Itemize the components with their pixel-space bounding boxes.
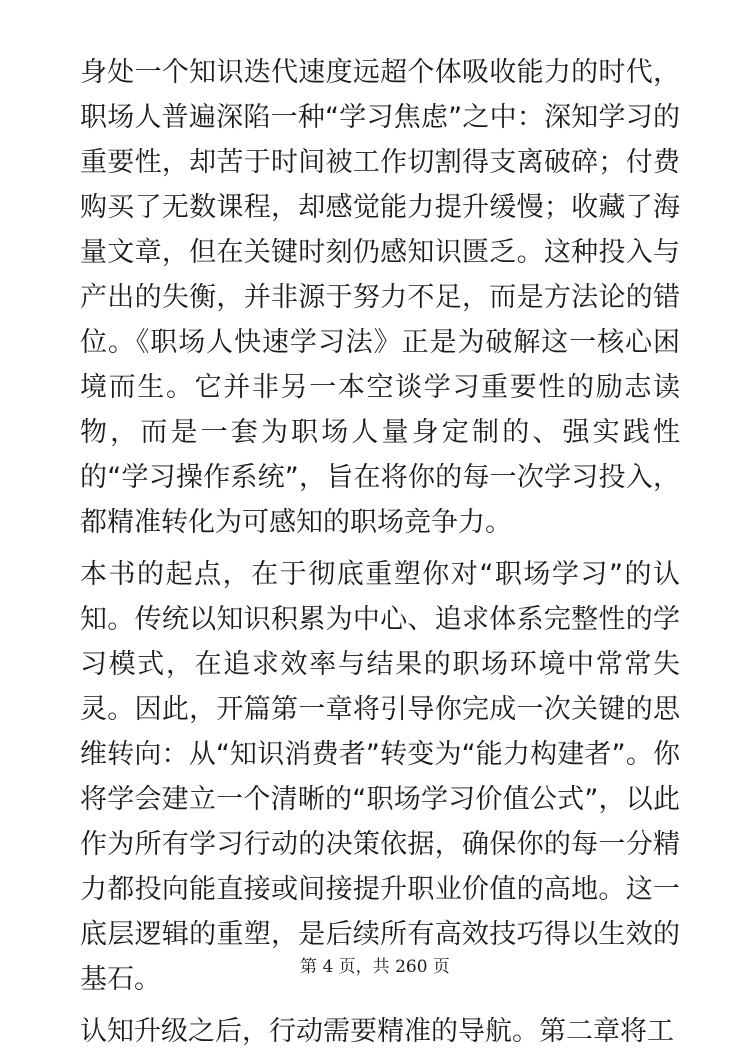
paragraph-intro: 身处一个知识迭代速度远超个体吸收能力的时代，职场人普遍深陷一种“学习焦虑”之中：深知学习的重要性，却苦于时间被工作切割得支离破碎；付费购买了无数课程，却感觉能力提升缓慢；收藏了海量文章，但在关键时刻仍感知识匮乏。这种投入与产出的失衡，并非源于努力不足，而是方法论的错位。《职场人快速学习法》正是为破解这一核心困境而生。它并非另一本空谈学习重要性的励志读物，而是一套为职场人量身定制的、强实践性的“学习操作系统”，旨在将你的每一次学习投入，都精准转化为可感知的职场竞争力。 (80, 57, 680, 538)
page-body (80, 50, 680, 1054)
paragraph-cognition: 本书的起点，在于彻底重塑你对“职场学习”的认知。传统以知识积累为中心、追求体系完整性的学习模式，在追求效率与结果的职场环境中常常失灵。因此，开篇第一章将引导你完成一次关键的思维转向：从“知识消费者”转变为“能力构建者”。你将学会建立一个清晰的“职场学习价值公式”，以此作为所有学习行动的决策依据，确保你的每一分精力都投向能直接或间接提升职业价值的高地。这一底层逻辑的重塑，是后续所有高效技巧得以生效的基石。 (80, 559, 680, 995)
paragraph-navigation: 认知升级之后，行动需要精准的导航。第二章将工 (80, 1016, 674, 1047)
page-number-footer: 第 4 页，共 260 页 (300, 957, 450, 977)
